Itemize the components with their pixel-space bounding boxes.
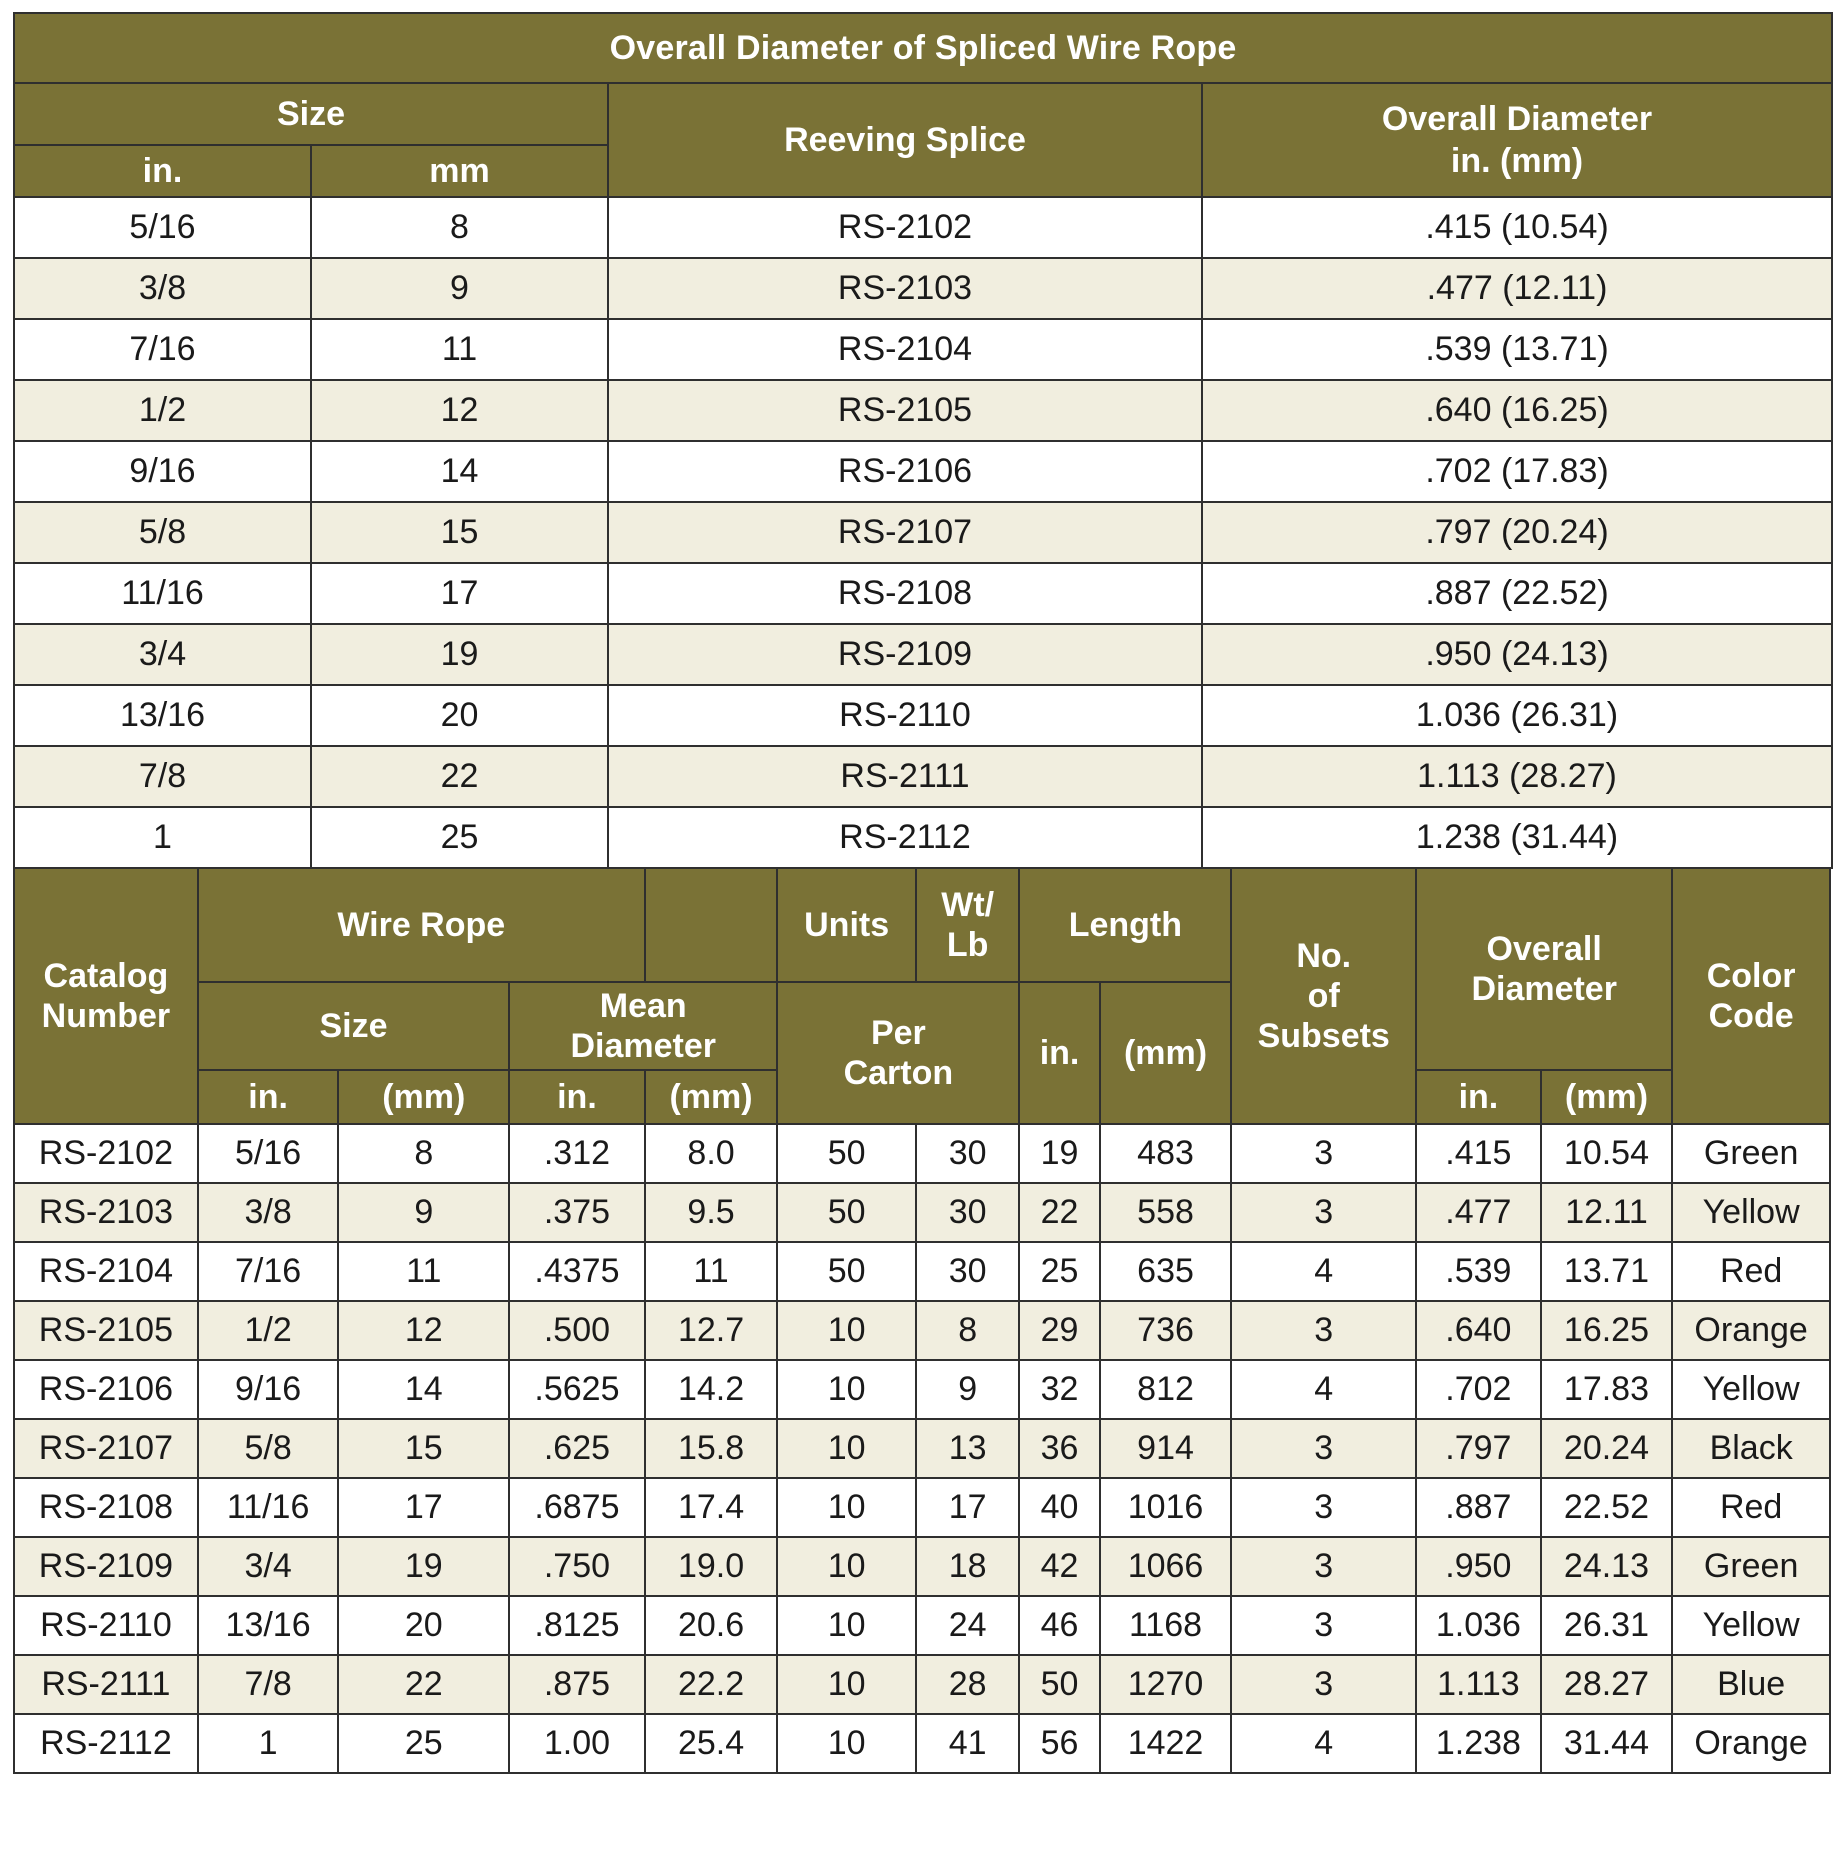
units-per-carton-cell: 10 [777, 1478, 916, 1537]
overall-mm-cell: 10.54 [1541, 1124, 1673, 1183]
catalog-number-cell: RS-2107 [14, 1419, 198, 1478]
size-in-cell: 5/16 [14, 197, 311, 258]
reeving-splice-rows [14, 197, 1832, 868]
table-row [14, 1124, 1830, 1183]
table-row [14, 563, 1832, 624]
reeving-splice-cell: RS-2110 [608, 685, 1202, 746]
color-code-cell: Green [1672, 1537, 1830, 1596]
catalog-number-cell: RS-2105 [14, 1301, 198, 1360]
mean-mm-header: (mm) [645, 1070, 778, 1124]
color-code-cell: Orange [1672, 1301, 1830, 1360]
size-mm-cell: 20 [338, 1596, 509, 1655]
table-row [14, 1714, 1830, 1773]
table-row [14, 441, 1832, 502]
size-in-cell: 1/2 [14, 380, 311, 441]
table-row [14, 1360, 1830, 1419]
size-mm-cell: 8 [311, 197, 608, 258]
overall-diameter-cell: 1.238 (31.44) [1202, 807, 1832, 868]
size-in-cell: 5/8 [198, 1419, 339, 1478]
spliced-wire-rope-sheet [13, 12, 1831, 1774]
wire-rope-spec-table [13, 867, 1831, 1774]
length-in-cell: 25 [1019, 1242, 1099, 1301]
size-in-cell: 11/16 [14, 563, 311, 624]
reeving-splice-cell: RS-2111 [608, 746, 1202, 807]
reeving-splice-cell: RS-2108 [608, 563, 1202, 624]
mean-mm-cell: 22.2 [645, 1655, 778, 1714]
size-in-cell: 3/8 [14, 258, 311, 319]
size-in-cell: 13/16 [14, 685, 311, 746]
size-in-cell: 11/16 [198, 1478, 339, 1537]
subsets-cell: 3 [1231, 1537, 1416, 1596]
size-mm-cell: 17 [311, 563, 608, 624]
mean-mm-cell: 12.7 [645, 1301, 778, 1360]
size-header: Size [14, 83, 608, 145]
overall-in-cell: 1.036 [1416, 1596, 1541, 1655]
table-row [14, 258, 1832, 319]
size-mm-cell: 12 [338, 1301, 509, 1360]
color-code-header [1672, 868, 1830, 1124]
mean-mm-cell: 14.2 [645, 1360, 778, 1419]
color-code-cell: Blue [1672, 1655, 1830, 1714]
table-title: Overall Diameter of Spliced Wire Rope [14, 13, 1832, 83]
size-in-cell: 1 [198, 1714, 339, 1773]
size-mm-cell: 11 [338, 1242, 509, 1301]
mean-in-header: in. [509, 1070, 645, 1124]
table-row [14, 319, 1832, 380]
mean-mm-cell: 8.0 [645, 1124, 778, 1183]
size-mm-header: (mm) [338, 1070, 509, 1124]
overall-diameter-cell: .640 (16.25) [1202, 380, 1832, 441]
reeving-splice-cell: RS-2106 [608, 441, 1202, 502]
size-in-cell: 1/2 [198, 1301, 339, 1360]
catalog-number-cell: RS-2111 [14, 1655, 198, 1714]
mean-in-cell: .750 [509, 1537, 645, 1596]
units-per-carton-cell: 10 [777, 1419, 916, 1478]
mean-in-cell: .312 [509, 1124, 645, 1183]
overall-diameter-cell: .477 (12.11) [1202, 258, 1832, 319]
reeving-splice-cell: RS-2103 [608, 258, 1202, 319]
wt-lb-cell: 24 [916, 1596, 1019, 1655]
od-in-header: in. [1416, 1070, 1541, 1124]
catalog-number-cell: RS-2103 [14, 1183, 198, 1242]
subsets-header-line1: No. [1296, 937, 1352, 975]
length-mm-cell: 635 [1100, 1242, 1232, 1301]
table-row [14, 746, 1832, 807]
units-header: Units [777, 868, 916, 982]
catalog-number-cell: RS-2109 [14, 1537, 198, 1596]
length-mm-header: (mm) [1100, 982, 1232, 1124]
length-mm-cell: 914 [1100, 1419, 1232, 1478]
length-header: Length [1019, 868, 1231, 982]
mean-in-cell: .5625 [509, 1360, 645, 1419]
mean-diameter-header [509, 982, 777, 1070]
overall-mm-cell: 12.11 [1541, 1183, 1673, 1242]
length-in-cell: 50 [1019, 1655, 1099, 1714]
mean-in-cell: 1.00 [509, 1714, 645, 1773]
reeving-splice-header: Reeving Splice [608, 83, 1202, 197]
size-in-cell: 5/16 [198, 1124, 339, 1183]
subsets-header-line2: of [1307, 977, 1340, 1015]
length-in-cell: 29 [1019, 1301, 1099, 1360]
mean-in-cell: .375 [509, 1183, 645, 1242]
size-mm-cell: 12 [311, 380, 608, 441]
wire-rope-spec-rows [14, 1124, 1830, 1773]
mean-mm-cell: 15.8 [645, 1419, 778, 1478]
overall-in-cell: .887 [1416, 1478, 1541, 1537]
wt-header-line2: Lb [946, 926, 989, 964]
overall-in-cell: .702 [1416, 1360, 1541, 1419]
color-header-line1: Color [1706, 957, 1796, 995]
wt-lb-cell: 18 [916, 1537, 1019, 1596]
overall-in-cell: .415 [1416, 1124, 1541, 1183]
color-code-cell: Red [1672, 1478, 1830, 1537]
units-per-carton-cell: 10 [777, 1714, 916, 1773]
wt-lb-cell: 17 [916, 1478, 1019, 1537]
catalog-header-line1: Catalog [43, 957, 169, 995]
units-per-carton-cell: 10 [777, 1537, 916, 1596]
size-mm-cell: 25 [338, 1714, 509, 1773]
per-carton-line2: Carton [843, 1054, 954, 1092]
size-in-header: in. [14, 145, 311, 197]
size-mm-cell: 11 [311, 319, 608, 380]
length-in-cell: 56 [1019, 1714, 1099, 1773]
mean-in-cell: .8125 [509, 1596, 645, 1655]
length-in-cell: 32 [1019, 1360, 1099, 1419]
overall-in-cell: .797 [1416, 1419, 1541, 1478]
wt-lb-cell: 9 [916, 1360, 1019, 1419]
table-row [14, 197, 1832, 258]
mean-in-cell: .4375 [509, 1242, 645, 1301]
overall-diameter-cell: .539 (13.71) [1202, 319, 1832, 380]
wt-lb-cell: 30 [916, 1183, 1019, 1242]
length-in-cell: 42 [1019, 1537, 1099, 1596]
catalog-number-cell: RS-2108 [14, 1478, 198, 1537]
mean-in-cell: .500 [509, 1301, 645, 1360]
length-mm-cell: 558 [1100, 1183, 1232, 1242]
overall-in-cell: .640 [1416, 1301, 1541, 1360]
reeving-splice-cell: RS-2109 [608, 624, 1202, 685]
mean-in-cell: .6875 [509, 1478, 645, 1537]
size-in-cell: 7/8 [14, 746, 311, 807]
overall-mm-cell: 24.13 [1541, 1537, 1673, 1596]
table-row [14, 807, 1832, 868]
table-row [14, 685, 1832, 746]
overall-diameter-header-line1: Overall Diameter [1381, 100, 1653, 138]
size-mm-cell: 22 [338, 1655, 509, 1714]
wire-size-header: Size [198, 982, 509, 1070]
color-code-cell: Yellow [1672, 1596, 1830, 1655]
size-in-cell: 3/4 [198, 1537, 339, 1596]
overall-header-line2: Diameter [1471, 970, 1617, 1008]
length-in-cell: 36 [1019, 1419, 1099, 1478]
table-row [14, 502, 1832, 563]
mean-mm-cell: 17.4 [645, 1478, 778, 1537]
overall-mm-cell: 31.44 [1541, 1714, 1673, 1773]
size-in-cell: 3/4 [14, 624, 311, 685]
subsets-cell: 3 [1231, 1655, 1416, 1714]
subsets-cell: 3 [1231, 1301, 1416, 1360]
overall-mm-cell: 17.83 [1541, 1360, 1673, 1419]
length-in-cell: 46 [1019, 1596, 1099, 1655]
size-in-cell: 9/16 [14, 441, 311, 502]
overall-diameter-header [1416, 868, 1672, 1070]
reeving-splice-cell: RS-2107 [608, 502, 1202, 563]
size-mm-header: mm [311, 145, 608, 197]
wt-lb-cell: 8 [916, 1301, 1019, 1360]
subsets-cell: 3 [1231, 1419, 1416, 1478]
size-in-cell: 7/16 [198, 1242, 339, 1301]
table-row [14, 1242, 1830, 1301]
overall-diameter-cell: .950 (24.13) [1202, 624, 1832, 685]
length-mm-cell: 812 [1100, 1360, 1232, 1419]
size-in-cell: 1 [14, 807, 311, 868]
subsets-cell: 4 [1231, 1360, 1416, 1419]
length-mm-cell: 1066 [1100, 1537, 1232, 1596]
subsets-header [1231, 868, 1416, 1124]
size-in-cell: 3/8 [198, 1183, 339, 1242]
mean-mm-cell: 9.5 [645, 1183, 778, 1242]
size-mm-cell: 14 [338, 1360, 509, 1419]
overall-diameter-cell: 1.036 (26.31) [1202, 685, 1832, 746]
reeving-splice-cell: RS-2105 [608, 380, 1202, 441]
wt-lb-cell: 41 [916, 1714, 1019, 1773]
catalog-header-line2: Number [41, 997, 171, 1035]
color-code-cell: Black [1672, 1419, 1830, 1478]
table-row [14, 1537, 1830, 1596]
size-mm-cell: 14 [311, 441, 608, 502]
subsets-cell: 3 [1231, 1478, 1416, 1537]
overall-mm-cell: 16.25 [1541, 1301, 1673, 1360]
mean-in-cell: .625 [509, 1419, 645, 1478]
length-mm-cell: 1016 [1100, 1478, 1232, 1537]
catalog-number-cell: RS-2110 [14, 1596, 198, 1655]
subsets-cell: 4 [1231, 1714, 1416, 1773]
subsets-cell: 4 [1231, 1242, 1416, 1301]
catalog-number-cell: RS-2106 [14, 1360, 198, 1419]
reeving-splice-table [13, 12, 1833, 869]
catalog-number-cell: RS-2112 [14, 1714, 198, 1773]
length-in-cell: 40 [1019, 1478, 1099, 1537]
units-per-carton-cell: 50 [777, 1124, 916, 1183]
overall-diameter-cell: .797 (20.24) [1202, 502, 1832, 563]
overall-mm-cell: 13.71 [1541, 1242, 1673, 1301]
wire-rope-header: Wire Rope [198, 868, 645, 982]
length-mm-cell: 1422 [1100, 1714, 1232, 1773]
catalog-number-header [14, 868, 198, 1124]
table-row [14, 1478, 1830, 1537]
units-per-carton-cell: 10 [777, 1301, 916, 1360]
mean-mm-cell: 20.6 [645, 1596, 778, 1655]
overall-mm-cell: 22.52 [1541, 1478, 1673, 1537]
overall-mm-cell: 28.27 [1541, 1655, 1673, 1714]
overall-header-line1: Overall [1486, 930, 1602, 968]
units-per-carton-cell: 10 [777, 1596, 916, 1655]
size-in-cell: 13/16 [198, 1596, 339, 1655]
size-mm-cell: 9 [311, 258, 608, 319]
subsets-cell: 3 [1231, 1183, 1416, 1242]
units-per-carton-cell: 10 [777, 1360, 916, 1419]
length-in-header: in. [1019, 982, 1099, 1124]
subsets-header-line3: Subsets [1257, 1017, 1390, 1055]
size-mm-cell: 25 [311, 807, 608, 868]
wt-lb-cell: 30 [916, 1242, 1019, 1301]
table-row [14, 1596, 1830, 1655]
reeving-splice-cell: RS-2104 [608, 319, 1202, 380]
overall-in-cell: .950 [1416, 1537, 1541, 1596]
overall-diameter-cell: .415 (10.54) [1202, 197, 1832, 258]
overall-mm-cell: 20.24 [1541, 1419, 1673, 1478]
table-row [14, 1183, 1830, 1242]
units-per-carton-cell: 50 [777, 1183, 916, 1242]
overall-in-cell: 1.113 [1416, 1655, 1541, 1714]
mean-header-line1: Mean [599, 987, 687, 1025]
size-mm-cell: 17 [338, 1478, 509, 1537]
units-per-carton-cell: 10 [777, 1655, 916, 1714]
color-code-cell: Green [1672, 1124, 1830, 1183]
table-row [14, 624, 1832, 685]
length-mm-cell: 1270 [1100, 1655, 1232, 1714]
overall-diameter-header [1202, 83, 1832, 197]
subsets-cell: 3 [1231, 1124, 1416, 1183]
od-mm-header: (mm) [1541, 1070, 1673, 1124]
mean-mm-cell: 11 [645, 1242, 778, 1301]
size-mm-cell: 19 [311, 624, 608, 685]
table-row [14, 380, 1832, 441]
overall-diameter-header-line2: in. (mm) [1450, 142, 1584, 180]
mean-in-cell: .875 [509, 1655, 645, 1714]
color-code-cell: Red [1672, 1242, 1830, 1301]
color-code-cell: Orange [1672, 1714, 1830, 1773]
catalog-number-cell: RS-2104 [14, 1242, 198, 1301]
overall-in-cell: .539 [1416, 1242, 1541, 1301]
blank-header [645, 868, 778, 982]
size-in-cell: 7/16 [14, 319, 311, 380]
color-code-cell: Yellow [1672, 1360, 1830, 1419]
overall-mm-cell: 26.31 [1541, 1596, 1673, 1655]
wt-lb-cell: 13 [916, 1419, 1019, 1478]
wt-lb-cell: 30 [916, 1124, 1019, 1183]
color-header-line2: Code [1708, 997, 1794, 1035]
length-mm-cell: 736 [1100, 1301, 1232, 1360]
overall-in-cell: .477 [1416, 1183, 1541, 1242]
size-mm-cell: 20 [311, 685, 608, 746]
length-mm-cell: 1168 [1100, 1596, 1232, 1655]
reeving-splice-cell: RS-2102 [608, 197, 1202, 258]
length-in-cell: 22 [1019, 1183, 1099, 1242]
table-row [14, 1301, 1830, 1360]
mean-header-line2: Diameter [570, 1027, 716, 1065]
size-mm-cell: 8 [338, 1124, 509, 1183]
table-row [14, 1419, 1830, 1478]
overall-diameter-cell: 1.113 (28.27) [1202, 746, 1832, 807]
size-in-cell: 7/8 [198, 1655, 339, 1714]
size-mm-cell: 22 [311, 746, 608, 807]
size-mm-cell: 15 [311, 502, 608, 563]
length-in-cell: 19 [1019, 1124, 1099, 1183]
size-mm-cell: 19 [338, 1537, 509, 1596]
units-per-carton-cell: 50 [777, 1242, 916, 1301]
subsets-cell: 3 [1231, 1596, 1416, 1655]
wt-lb-cell: 28 [916, 1655, 1019, 1714]
mean-mm-cell: 25.4 [645, 1714, 778, 1773]
wt-lb-header [916, 868, 1019, 982]
overall-diameter-cell: .702 (17.83) [1202, 441, 1832, 502]
per-carton-header [777, 982, 1019, 1124]
size-in-header: in. [198, 1070, 339, 1124]
color-code-cell: Yellow [1672, 1183, 1830, 1242]
catalog-number-cell: RS-2102 [14, 1124, 198, 1183]
size-mm-cell: 15 [338, 1419, 509, 1478]
length-mm-cell: 483 [1100, 1124, 1232, 1183]
table-row [14, 1655, 1830, 1714]
size-in-cell: 9/16 [198, 1360, 339, 1419]
reeving-splice-cell: RS-2112 [608, 807, 1202, 868]
overall-diameter-cell: .887 (22.52) [1202, 563, 1832, 624]
size-in-cell: 5/8 [14, 502, 311, 563]
overall-in-cell: 1.238 [1416, 1714, 1541, 1773]
mean-mm-cell: 19.0 [645, 1537, 778, 1596]
wt-header-line1: Wt/ [941, 886, 995, 924]
per-carton-line1: Per [870, 1014, 926, 1052]
size-mm-cell: 9 [338, 1183, 509, 1242]
